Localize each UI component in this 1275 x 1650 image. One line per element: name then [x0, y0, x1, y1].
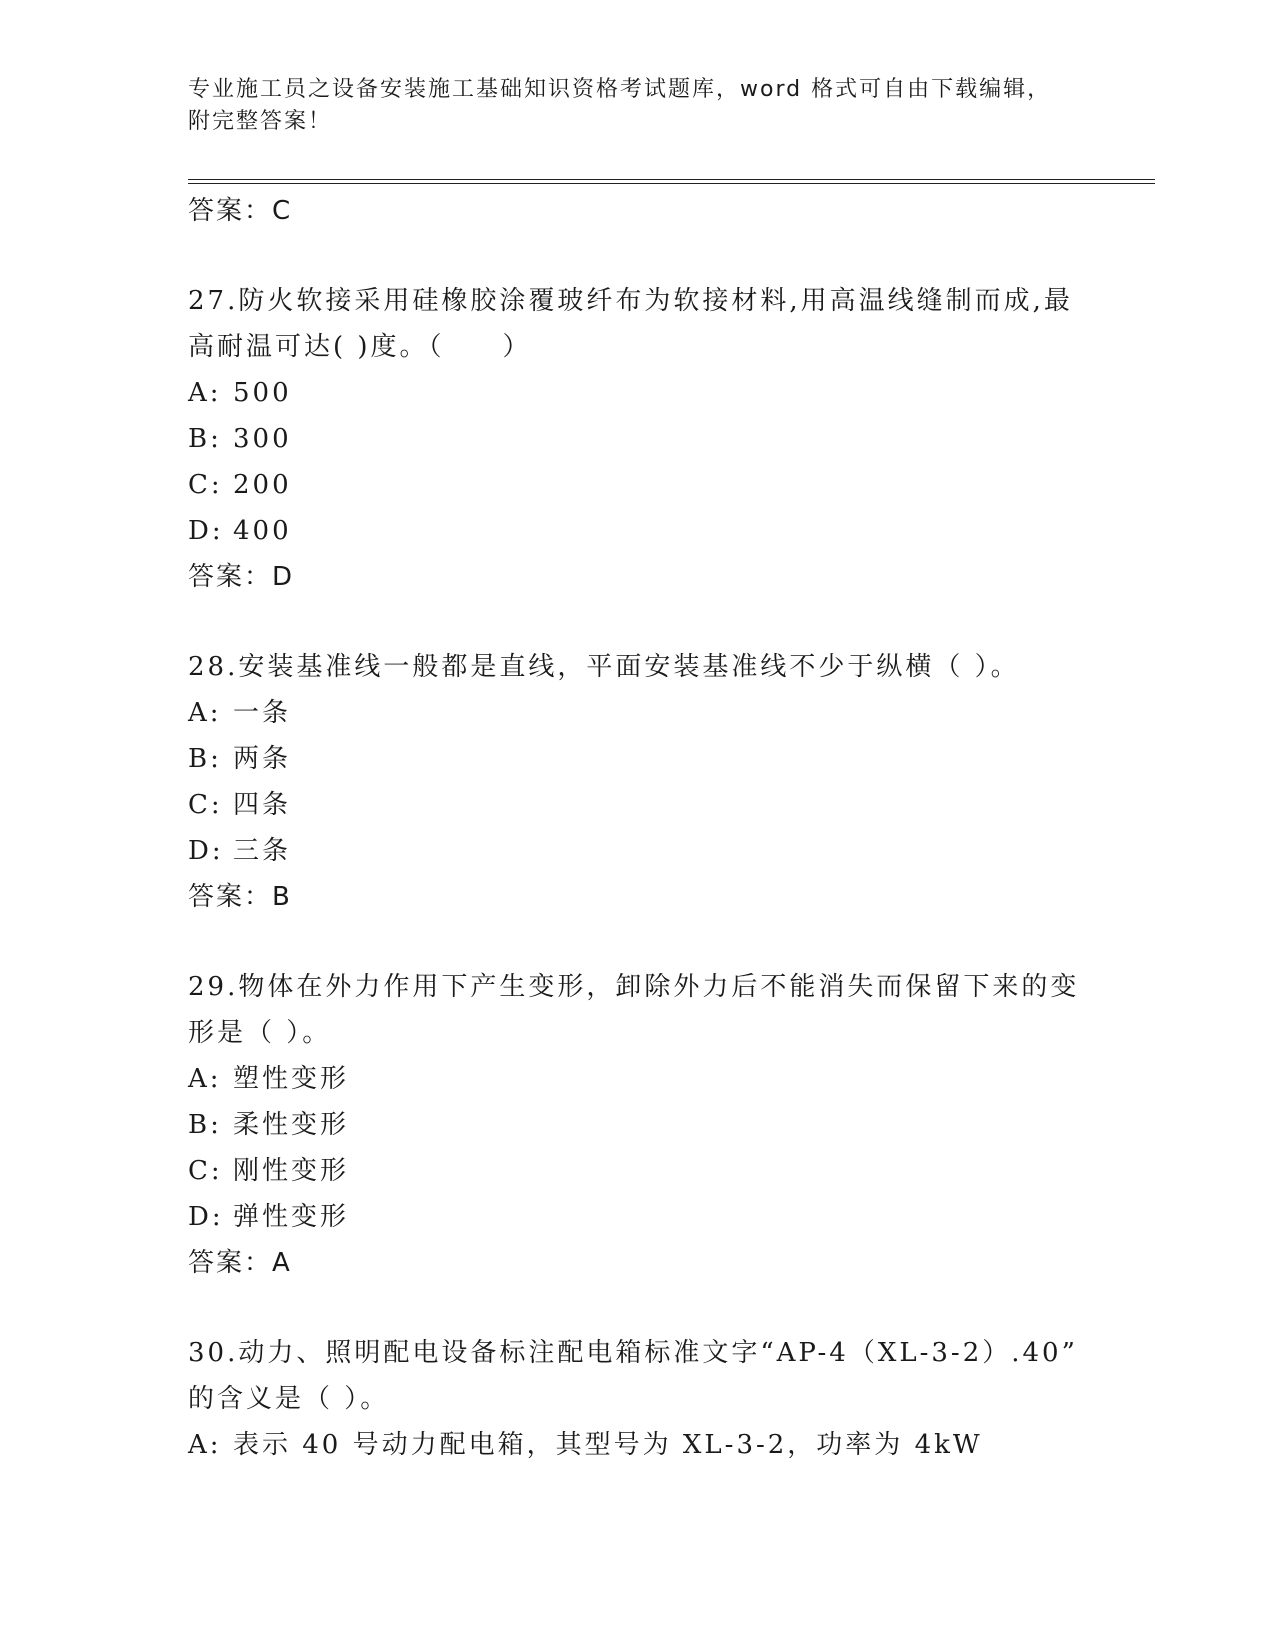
option-key: C: — [188, 470, 223, 500]
question-28 — [188, 644, 1088, 920]
header-line-1: 专业施工员之设备安装施工基础知识资格考试题库，word 格式可自由下载编辑， — [188, 77, 1052, 102]
question-text-line: 27.防火软接采用硅橡胶涂覆玻纤布为软接材料,用高温线缝制而成,最 — [188, 286, 1073, 316]
header-rule-top — [188, 179, 1155, 180]
question-text-line: 30.动力、照明配电设备标注配电箱标准文字“AP-4（XL-3-2）.40” — [188, 1338, 1078, 1368]
previous-answer: 答案：C — [188, 196, 293, 226]
document-header — [188, 74, 1068, 138]
question-27 — [188, 278, 1088, 600]
header-line-2: 附完整答案！ — [188, 109, 333, 134]
option-key: B: — [188, 744, 222, 774]
option-b — [188, 416, 1088, 462]
option-a — [188, 1422, 1088, 1468]
question-29 — [188, 964, 1088, 1286]
option-key: A: — [188, 1064, 222, 1094]
option-c — [188, 1148, 1088, 1194]
option-a — [188, 370, 1088, 416]
option-key: B: — [188, 1110, 222, 1140]
option-d — [188, 828, 1088, 874]
question-list — [188, 188, 1088, 1468]
option-key: C: — [188, 790, 223, 820]
question-text-line: 的含义是（ ）。 — [188, 1384, 390, 1414]
answer: 答案：B — [188, 882, 292, 912]
option-key: D: — [188, 1202, 224, 1232]
header-rule-bottom — [188, 183, 1155, 184]
option-text: 三条 — [233, 836, 292, 866]
option-key: A: — [188, 378, 222, 408]
option-text: 500 — [233, 378, 292, 408]
option-d — [188, 1194, 1088, 1240]
question-text-line: 形是（ ）。 — [188, 1018, 332, 1048]
option-a — [188, 690, 1088, 736]
option-text: 200 — [233, 470, 292, 500]
option-c — [188, 782, 1088, 828]
option-key: D: — [188, 516, 224, 546]
option-key: A: — [188, 1430, 222, 1460]
question-30 — [188, 1330, 1088, 1468]
question-text-line: 28.安装基准线一般都是直线，平面安装基准线不少于纵横（ ）。 — [188, 652, 1020, 682]
option-text: 两条 — [233, 744, 292, 774]
option-key: D: — [188, 836, 224, 866]
option-key: B: — [188, 424, 222, 454]
option-key: C: — [188, 1156, 223, 1186]
option-text: 400 — [233, 516, 292, 546]
option-a — [188, 1056, 1088, 1102]
answer: 答案：A — [188, 1248, 292, 1278]
option-d — [188, 508, 1088, 554]
option-text: 刚性变形 — [233, 1156, 350, 1186]
question-text-line: 高耐温可达( )度。（ ） — [188, 332, 532, 362]
answer: 答案：D — [188, 562, 295, 592]
option-text: 弹性变形 — [233, 1202, 350, 1232]
option-key: A: — [188, 698, 222, 728]
option-text: 塑性变形 — [233, 1064, 350, 1094]
option-b — [188, 1102, 1088, 1148]
option-text: 表示 40 号动力配电箱，其型号为 XL-3-2，功率为 4kW — [233, 1430, 983, 1460]
option-text: 一条 — [233, 698, 292, 728]
option-text: 四条 — [233, 790, 292, 820]
option-text: 300 — [233, 424, 292, 454]
option-b — [188, 736, 1088, 782]
option-text: 柔性变形 — [233, 1110, 350, 1140]
question-text-line: 29.物体在外力作用下产生变形，卸除外力后不能消失而保留下来的变 — [188, 972, 1080, 1002]
option-c — [188, 462, 1088, 508]
